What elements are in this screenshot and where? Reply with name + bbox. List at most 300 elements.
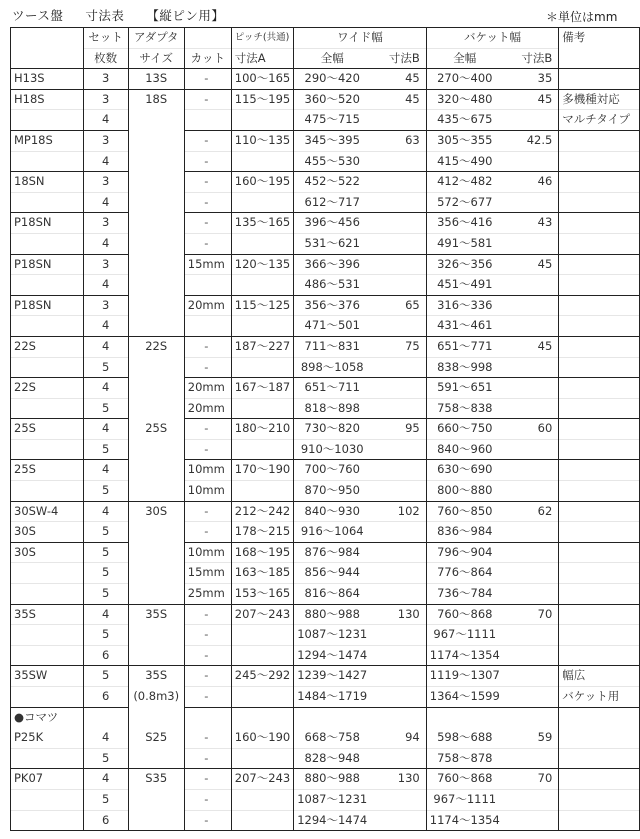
cell-wide-full: 1294～1474: [294, 645, 371, 666]
cell-bucket-full: 435～675: [426, 110, 503, 131]
cell-remarks: [559, 130, 640, 151]
cell-pitch-a: 167～187: [231, 378, 293, 399]
cell-wide-full: 345～395: [294, 130, 371, 151]
cell-bucket-b: [503, 192, 559, 213]
cell-wide-b: [370, 357, 426, 378]
cell-remarks: [559, 707, 640, 728]
cell-cut: -: [184, 89, 231, 110]
cell-wide-full: 840～930: [294, 501, 371, 522]
cell-wide-b: [370, 789, 426, 810]
cell-wide-full: 818～898: [294, 398, 371, 419]
cell-set-count: 5: [83, 481, 128, 502]
cell-cut: [184, 275, 231, 296]
cell-set-count: 4: [83, 336, 128, 357]
cell-wide-full: 356～376: [294, 295, 371, 316]
cell-wide-b: 130: [370, 769, 426, 790]
cell-adapter-size: 35S: [128, 666, 184, 687]
cell-wide-b: [370, 213, 426, 234]
header-adapter-bottom: サイズ: [128, 48, 184, 69]
cell-cut: -: [184, 501, 231, 522]
cell-wide-full: 828～948: [294, 748, 371, 769]
cell-set-count: 4: [83, 316, 128, 337]
cell-model: [11, 316, 84, 337]
cell-bucket-b: [503, 316, 559, 337]
cell-wide-full: 730～820: [294, 419, 371, 440]
cell-pitch-a: 163～185: [231, 563, 293, 584]
cell-bucket-full: 1174～1354: [426, 810, 503, 831]
cell-bucket-full: 760～850: [426, 501, 503, 522]
cell-set-count: [83, 707, 128, 728]
cell-bucket-b: 45: [503, 89, 559, 110]
cell-adapter-size: S35: [128, 769, 184, 790]
cell-pitch-a: 170～190: [231, 460, 293, 481]
cell-remarks: 多機種対応: [559, 89, 640, 110]
cell-cut: -: [184, 192, 231, 213]
cell-bucket-full: 491～581: [426, 233, 503, 254]
cell-remarks: [559, 69, 640, 90]
cell-bucket-full: 651～771: [426, 336, 503, 357]
cell-cut: -: [184, 522, 231, 543]
cell-bucket-b: [503, 378, 559, 399]
header-cut: カット: [184, 48, 231, 69]
cell-remarks: [559, 625, 640, 646]
cell-cut: -: [184, 357, 231, 378]
cell-bucket-b: [503, 522, 559, 543]
cell-pitch-a: 207～243: [231, 604, 293, 625]
cell-cut: -: [184, 213, 231, 234]
cell-cut: 10mm: [184, 460, 231, 481]
cell-bucket-full: 776～864: [426, 563, 503, 584]
cell-remarks: [559, 728, 640, 749]
cell-wide-full: 910～1030: [294, 439, 371, 460]
cell-set-count: 4: [83, 460, 128, 481]
table-row: [11, 563, 640, 584]
cell-wide-full: 531～621: [294, 233, 371, 254]
cell-pitch-a: [231, 233, 293, 254]
cell-set-count: 4: [83, 604, 128, 625]
table-row: [11, 357, 640, 378]
cell-wide-full: 455～530: [294, 151, 371, 172]
cell-pitch-a: [231, 645, 293, 666]
cell-wide-full: 396～456: [294, 213, 371, 234]
cell-wide-full: 651～711: [294, 378, 371, 399]
cell-bucket-b: [503, 789, 559, 810]
cell-model: [11, 687, 84, 708]
cell-set-count: 3: [83, 130, 128, 151]
cell-bucket-full: 356～416: [426, 213, 503, 234]
cell-bucket-full: 1119～1307: [426, 666, 503, 687]
cell-bucket-b: [503, 810, 559, 831]
cell-adapter-size: [128, 130, 184, 151]
cell-wide-b: [370, 666, 426, 687]
cell-bucket-b: 45: [503, 336, 559, 357]
cell-adapter-size: [128, 233, 184, 254]
cell-pitch-a: [231, 481, 293, 502]
cell-model: 18SN: [11, 172, 84, 193]
cell-wide-b: 63: [370, 130, 426, 151]
cell-cut: -: [184, 604, 231, 625]
header-set-bottom: 枚数: [83, 48, 128, 69]
cell-pitch-a: 180～210: [231, 419, 293, 440]
cell-bucket-b: [503, 625, 559, 646]
cell-cut: 10mm: [184, 481, 231, 502]
table-row: [11, 522, 640, 543]
cell-cut: -: [184, 625, 231, 646]
dimension-table: [10, 27, 640, 831]
cell-cut: -: [184, 748, 231, 769]
cell-model: [11, 645, 84, 666]
cell-wide-b: [370, 192, 426, 213]
cell-wide-b: [370, 687, 426, 708]
cell-bucket-b: 70: [503, 769, 559, 790]
cell-model: 30SW-4: [11, 501, 84, 522]
cell-set-count: 5: [83, 542, 128, 563]
cell-pitch-a: [231, 275, 293, 296]
cell-pitch-a: [231, 398, 293, 419]
cell-bucket-full: 796～904: [426, 542, 503, 563]
cell-wide-b: [370, 625, 426, 646]
cell-cut: -: [184, 130, 231, 151]
table-row: [11, 687, 640, 708]
cell-set-count: 5: [83, 666, 128, 687]
cell-bucket-full: 800～880: [426, 481, 503, 502]
cell-remarks: [559, 233, 640, 254]
cell-bucket-b: [503, 439, 559, 460]
cell-model: [11, 357, 84, 378]
cell-adapter-size: [128, 748, 184, 769]
cell-adapter-size: 35S: [128, 604, 184, 625]
cell-set-count: 4: [83, 501, 128, 522]
cell-remarks: [559, 378, 640, 399]
cell-adapter-size: [128, 645, 184, 666]
cell-remarks: [559, 810, 640, 831]
table-row: [11, 728, 640, 749]
cell-bucket-full: 1364～1599: [426, 687, 503, 708]
cell-adapter-size: [128, 542, 184, 563]
cell-remarks: 幅広: [559, 666, 640, 687]
cell-set-count: 4: [83, 233, 128, 254]
table-row: [11, 336, 640, 357]
cell-remarks: [559, 357, 640, 378]
cell-set-count: 5: [83, 563, 128, 584]
cell-model: 22S: [11, 336, 84, 357]
cell-model: 35SW: [11, 666, 84, 687]
cell-bucket-b: [503, 542, 559, 563]
cell-model: [11, 810, 84, 831]
cell-model: 30S: [11, 542, 84, 563]
table-row: [11, 625, 640, 646]
table-row: [11, 542, 640, 563]
cell-wide-b: [370, 439, 426, 460]
cell-remarks: [559, 769, 640, 790]
table-row: [11, 233, 640, 254]
cell-adapter-size: [128, 378, 184, 399]
cell-wide-b: [370, 707, 426, 728]
cell-remarks: [559, 604, 640, 625]
cell-adapter-size: [128, 172, 184, 193]
table-row: [11, 419, 640, 440]
cell-remarks: [559, 398, 640, 419]
cell-set-count: 4: [83, 151, 128, 172]
cell-pitch-a: [231, 151, 293, 172]
cell-adapter-size: [128, 110, 184, 131]
cell-cut: -: [184, 769, 231, 790]
header-wide-full: 全幅: [294, 48, 371, 69]
table-row: [11, 460, 640, 481]
cell-bucket-b: 70: [503, 604, 559, 625]
cell-bucket-full: 840～960: [426, 439, 503, 460]
table-row: [11, 707, 640, 728]
cell-set-count: 5: [83, 625, 128, 646]
cell-pitch-a: [231, 687, 293, 708]
cell-wide-full: 1087～1231: [294, 625, 371, 646]
cell-set-count: 5: [83, 439, 128, 460]
cell-wide-full: 290～420: [294, 69, 371, 90]
cell-model: [11, 748, 84, 769]
cell-adapter-size: [128, 707, 184, 728]
cell-wide-b: [370, 110, 426, 131]
table-row: [11, 192, 640, 213]
cell-adapter-size: [128, 563, 184, 584]
cell-wide-full: 668～758: [294, 728, 371, 749]
cell-wide-full: 876～984: [294, 542, 371, 563]
cell-bucket-full: 630～690: [426, 460, 503, 481]
table-row: [11, 316, 640, 337]
cell-model: [11, 563, 84, 584]
cell-wide-full: 366～396: [294, 254, 371, 275]
unit-note: ＊単位はmm: [546, 10, 618, 24]
cell-wide-full: 700～760: [294, 460, 371, 481]
table-row: [11, 275, 640, 296]
cell-cut: 15mm: [184, 563, 231, 584]
cell-remarks: [559, 192, 640, 213]
cell-wide-b: [370, 233, 426, 254]
cell-bucket-full: 451～491: [426, 275, 503, 296]
cell-bucket-b: [503, 275, 559, 296]
cell-model: ●コマツ: [11, 707, 84, 728]
cell-pitch-a: 207～243: [231, 769, 293, 790]
cell-bucket-b: [503, 707, 559, 728]
cell-bucket-full: 836～984: [426, 522, 503, 543]
cell-pitch-a: [231, 625, 293, 646]
cell-adapter-size: [128, 151, 184, 172]
cell-model: [11, 584, 84, 605]
cell-wide-b: [370, 151, 426, 172]
header-wide-b: 寸法B: [370, 48, 426, 69]
cell-wide-b: [370, 810, 426, 831]
cell-wide-b: [370, 316, 426, 337]
cell-bucket-b: 43: [503, 213, 559, 234]
cell-model: P18SN: [11, 295, 84, 316]
cell-wide-b: [370, 254, 426, 275]
cell-remarks: [559, 172, 640, 193]
cell-adapter-size: [128, 192, 184, 213]
cell-cut: -: [184, 439, 231, 460]
header-row-2: [11, 48, 640, 69]
cell-wide-b: [370, 275, 426, 296]
cell-bucket-b: [503, 563, 559, 584]
cell-remarks: [559, 275, 640, 296]
cell-bucket-full: 967～1111: [426, 789, 503, 810]
cell-pitch-a: [231, 110, 293, 131]
cell-bucket-b: [503, 151, 559, 172]
cell-wide-b: [370, 460, 426, 481]
cell-wide-full: 1087～1231: [294, 789, 371, 810]
cell-bucket-b: 35: [503, 69, 559, 90]
cell-adapter-size: [128, 295, 184, 316]
cell-set-count: 5: [83, 748, 128, 769]
cell-remarks: [559, 419, 640, 440]
cell-bucket-full: 758～838: [426, 398, 503, 419]
cell-wide-b: [370, 748, 426, 769]
cell-set-count: 3: [83, 69, 128, 90]
cell-wide-b: [370, 522, 426, 543]
cell-set-count: 6: [83, 645, 128, 666]
table-row: [11, 501, 640, 522]
cell-cut: -: [184, 645, 231, 666]
table-row: [11, 213, 640, 234]
table-row: [11, 604, 640, 625]
cell-pitch-a: [231, 748, 293, 769]
header-remarks: 備考: [559, 28, 640, 49]
cell-cut: -: [184, 419, 231, 440]
cell-pitch-a: [231, 810, 293, 831]
cell-bucket-b: 42.5: [503, 130, 559, 151]
cell-remarks: [559, 748, 640, 769]
cell-pitch-a: 110～135: [231, 130, 293, 151]
cell-cut: 20mm: [184, 378, 231, 399]
cell-adapter-size: [128, 357, 184, 378]
cell-model: [11, 398, 84, 419]
cell-pitch-a: 115～125: [231, 295, 293, 316]
cell-cut: -: [184, 233, 231, 254]
cell-set-count: 3: [83, 213, 128, 234]
cell-cut: -: [184, 810, 231, 831]
cell-remarks: [559, 563, 640, 584]
cell-set-count: 4: [83, 378, 128, 399]
cell-wide-b: 94: [370, 728, 426, 749]
cell-wide-full: 816～864: [294, 584, 371, 605]
cell-bucket-b: [503, 748, 559, 769]
cell-model: [11, 151, 84, 172]
cell-pitch-a: 135～165: [231, 213, 293, 234]
cell-model: [11, 192, 84, 213]
cell-remarks: [559, 439, 640, 460]
cell-pitch-a: 160～190: [231, 728, 293, 749]
cell-bucket-b: [503, 481, 559, 502]
cell-model: PK07: [11, 769, 84, 790]
cell-bucket-full: 305～355: [426, 130, 503, 151]
cell-model: P25K: [11, 728, 84, 749]
cell-set-count: 4: [83, 192, 128, 213]
cell-remarks: [559, 460, 640, 481]
table-row: [11, 666, 640, 687]
cell-bucket-full: 326～356: [426, 254, 503, 275]
cell-cut: [184, 110, 231, 131]
document-title: [12, 6, 246, 24]
header-model: [11, 28, 84, 49]
cell-set-count: 4: [83, 419, 128, 440]
table-row: [11, 89, 640, 110]
cell-bucket-full: 760～868: [426, 604, 503, 625]
cell-wide-full: 880～988: [294, 604, 371, 625]
cell-wide-full: 916～1064: [294, 522, 371, 543]
cell-bucket-b: [503, 357, 559, 378]
cell-bucket-b: 45: [503, 254, 559, 275]
cell-adapter-size: [128, 439, 184, 460]
cell-pitch-a: 120～135: [231, 254, 293, 275]
cell-bucket-full: 431～461: [426, 316, 503, 337]
cell-pitch-a: 178～215: [231, 522, 293, 543]
cell-adapter-size: 13S: [128, 69, 184, 90]
cell-adapter-size: [128, 522, 184, 543]
cell-pitch-a: 115～195: [231, 89, 293, 110]
table-row: [11, 378, 640, 399]
cell-pitch-a: [231, 316, 293, 337]
cell-bucket-full: 572～677: [426, 192, 503, 213]
cell-pitch-a: 160～195: [231, 172, 293, 193]
cell-bucket-b: 59: [503, 728, 559, 749]
table-row: [11, 151, 640, 172]
cell-cut: -: [184, 687, 231, 708]
cell-model: [11, 439, 84, 460]
cell-wide-full: 711～831: [294, 336, 371, 357]
cell-wide-full: 1294～1474: [294, 810, 371, 831]
cell-model: MP18S: [11, 130, 84, 151]
cell-pitch-a: [231, 357, 293, 378]
cell-adapter-size: S25: [128, 728, 184, 749]
cell-bucket-b: [503, 110, 559, 131]
cell-adapter-size: [128, 460, 184, 481]
cell-adapter-size: 25S: [128, 419, 184, 440]
cell-set-count: 3: [83, 254, 128, 275]
cell-adapter-size: [128, 213, 184, 234]
cell-wide-full: 612～717: [294, 192, 371, 213]
cell-model: P18SN: [11, 254, 84, 275]
cell-wide-full: 898～1058: [294, 357, 371, 378]
cell-pitch-a: 212～242: [231, 501, 293, 522]
cell-bucket-b: [503, 584, 559, 605]
cell-wide-full: 880～988: [294, 769, 371, 790]
cell-remarks: [559, 522, 640, 543]
cell-bucket-b: [503, 295, 559, 316]
cell-bucket-full: 320～480: [426, 89, 503, 110]
cell-adapter-size: [128, 625, 184, 646]
title-part-dimension-table: 寸法表: [85, 8, 125, 23]
header-pitch-bottom: 寸法A: [231, 48, 293, 69]
cell-remarks: [559, 213, 640, 234]
cell-wide-b: [370, 398, 426, 419]
cell-wide-b: 65: [370, 295, 426, 316]
table-row: [11, 645, 640, 666]
cell-bucket-full: 415～490: [426, 151, 503, 172]
cell-remarks: [559, 501, 640, 522]
cell-bucket-b: [503, 460, 559, 481]
cell-bucket-full: [426, 707, 503, 728]
title-part-tooth-plate: ツース盤: [12, 8, 64, 23]
cell-wide-full: 471～501: [294, 316, 371, 337]
cell-wide-full: [294, 707, 371, 728]
cell-wide-full: 856～944: [294, 563, 371, 584]
header-set-top: セット: [83, 28, 128, 49]
cell-bucket-full: 598～688: [426, 728, 503, 749]
cell-wide-b: [370, 563, 426, 584]
cell-cut: -: [184, 728, 231, 749]
cell-bucket-full: 316～336: [426, 295, 503, 316]
cell-adapter-size: 30S: [128, 501, 184, 522]
header-bucket: バケット幅: [426, 28, 559, 49]
cell-set-count: 4: [83, 769, 128, 790]
